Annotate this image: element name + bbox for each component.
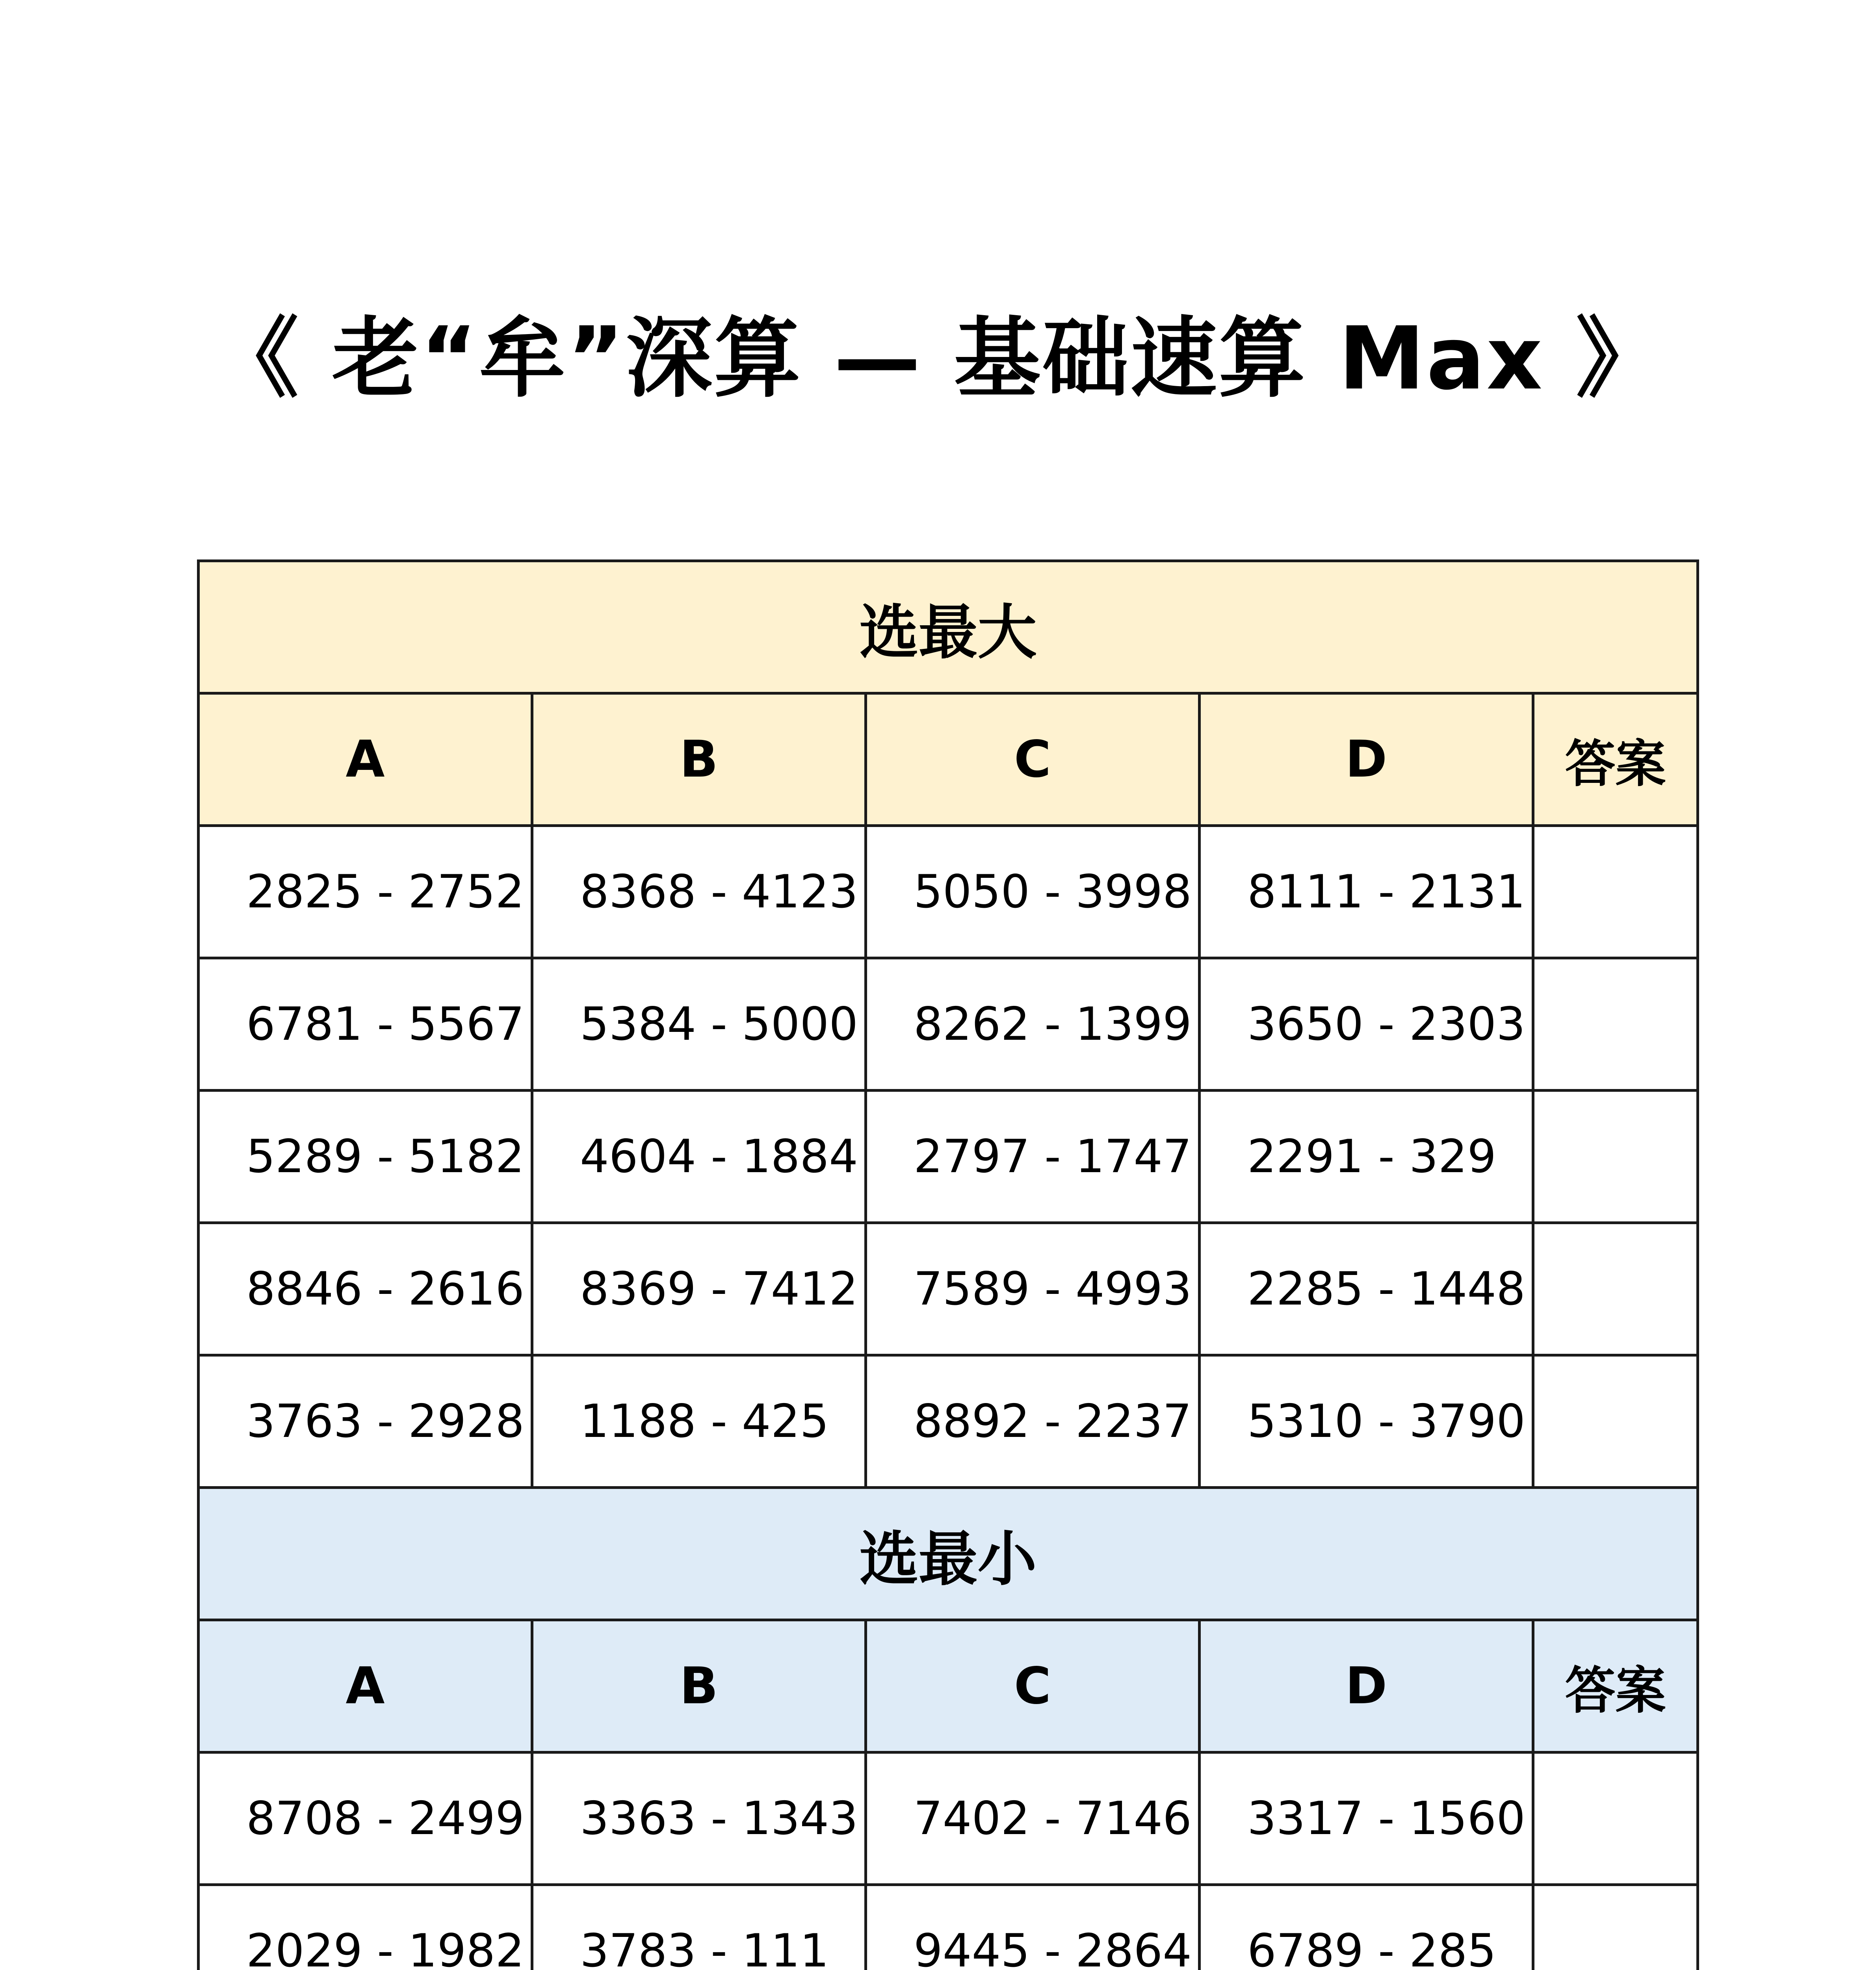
expression-cell: 3363 - 1343: [532, 1753, 866, 1885]
expression-cell: 8368 - 4123: [532, 826, 866, 958]
expression-cell: 2029 - 1982: [199, 1885, 532, 1970]
answer-cell[interactable]: [1533, 1753, 1698, 1885]
expression-cell: 8369 - 7412: [532, 1223, 866, 1355]
expression-cell: 6789 - 285: [1200, 1885, 1533, 1970]
column-header-c: C: [866, 693, 1200, 826]
expression-cell: 8846 - 2616: [199, 1223, 532, 1355]
expression-cell: 2285 - 1448: [1200, 1223, 1533, 1355]
section-heading-max: 选最大: [199, 561, 1698, 693]
expression-cell: 5050 - 3998: [866, 826, 1200, 958]
expression-cell: 7402 - 7146: [866, 1753, 1200, 1885]
column-header-d: D: [1200, 693, 1533, 826]
expression-cell: 4604 - 1884: [532, 1091, 866, 1223]
column-header-answer: 答案: [1533, 1620, 1698, 1753]
answer-cell[interactable]: [1533, 1223, 1698, 1355]
expression-cell: 6781 - 5567: [199, 958, 532, 1091]
section-min: [199, 1488, 1698, 1970]
column-header-b: B: [532, 1620, 866, 1753]
expression-cell: 3763 - 2928: [199, 1355, 532, 1488]
table-row: [199, 1885, 1698, 1970]
expression-cell: 2291 - 329: [1200, 1091, 1533, 1223]
column-header-c: C: [866, 1620, 1200, 1753]
column-header-d: D: [1200, 1620, 1533, 1753]
column-header-a: A: [199, 1620, 532, 1753]
expression-cell: 8262 - 1399: [866, 958, 1200, 1091]
page-title: 《 老“牟”深算 — 基础速算 Max 》: [212, 308, 1664, 409]
expression-cell: 8892 - 2237: [866, 1355, 1200, 1488]
section-max: [199, 561, 1698, 1488]
expression-cell: 1188 - 425: [532, 1355, 866, 1488]
expression-cell: 5310 - 3790: [1200, 1355, 1533, 1488]
answer-cell[interactable]: [1533, 1091, 1698, 1223]
worksheet-table: [197, 559, 1699, 1970]
answer-cell[interactable]: [1533, 826, 1698, 958]
expression-cell: 3783 - 111: [532, 1885, 866, 1970]
expression-cell: 2797 - 1747: [866, 1091, 1200, 1223]
expression-cell: 5384 - 5000: [532, 958, 866, 1091]
expression-cell: 5289 - 5182: [199, 1091, 532, 1223]
expression-cell: 8708 - 2499: [199, 1753, 532, 1885]
expression-cell: 8111 - 2131: [1200, 826, 1533, 958]
column-header-answer: 答案: [1533, 693, 1698, 826]
section-heading-min: 选最小: [199, 1488, 1698, 1620]
expression-cell: 7589 - 4993: [866, 1223, 1200, 1355]
answer-cell[interactable]: [1533, 1355, 1698, 1488]
column-header-a: A: [199, 693, 532, 826]
answer-cell[interactable]: [1533, 1885, 1698, 1970]
column-header-b: B: [532, 693, 866, 826]
table-row: [199, 826, 1698, 958]
table-row: [199, 958, 1698, 1091]
table-row: [199, 1355, 1698, 1488]
answer-cell[interactable]: [1533, 958, 1698, 1091]
table-row: [199, 1091, 1698, 1223]
table-row: [199, 1753, 1698, 1885]
expression-cell: 3317 - 1560: [1200, 1753, 1533, 1885]
expression-cell: 2825 - 2752: [199, 826, 532, 958]
expression-cell: 3650 - 2303: [1200, 958, 1533, 1091]
table-row: [199, 1223, 1698, 1355]
expression-cell: 9445 - 2864: [866, 1885, 1200, 1970]
